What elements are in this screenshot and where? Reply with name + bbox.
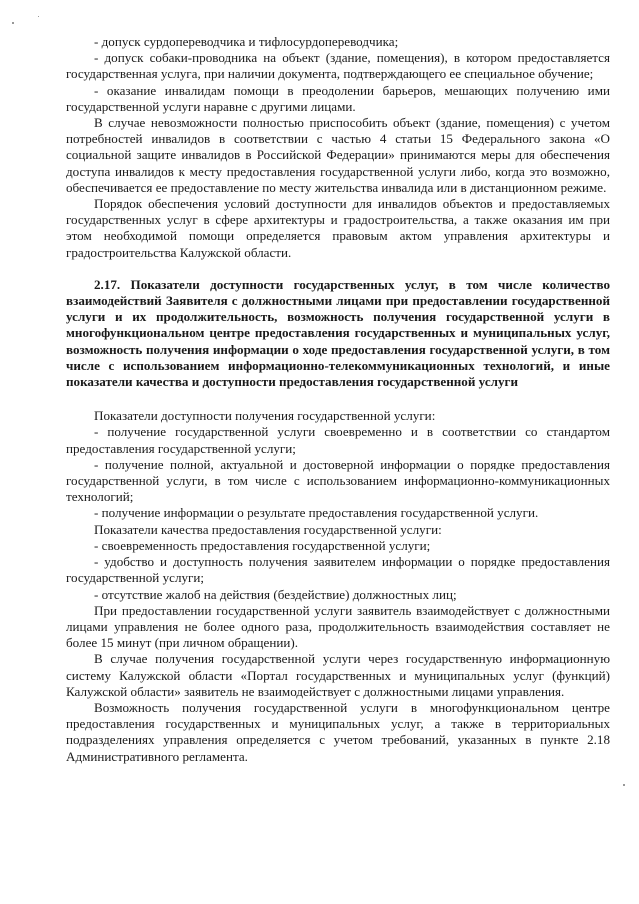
paragraph: Показатели доступности получения государственной услуги:: [94, 408, 436, 424]
paragraph: - своевременность предоставления государственной услуги;: [94, 537, 431, 553]
paragraph: - получение информации о результате предоставления государственной услуги.: [94, 505, 539, 521]
scan-speck: [38, 16, 39, 17]
paragraph: - допуск сурдопереводчика и тифлосурдопереводчика;: [94, 34, 399, 49]
document-page: [66, 34, 610, 765]
paragraph: Порядок обеспечения условий доступности для инвалидов объектов и предоставляемых государственных услуг в сфере архитектуры и градостроительства, а также оказания им при этом необходимой помощи определяется правовым актом управления архитектуры и градостроительства Калужской области.: [66, 196, 610, 260]
scan-speck: [12, 22, 14, 24]
paragraph: - допуск собаки-проводника на объект (здание, помещения), в котором предоставляется государственная услуга, при наличии документа, подтверждающего ее специальное обучение;: [66, 50, 610, 82]
section-heading: 2.17. Показатели доступности государственных услуг, в том числе количество взаимодействий Заявителя с должностными лицами при предоставлении государственной услуги и их продолжительность, возможность получения государственной услуги в многофункциональном центре предоставления государственных и муниципальных услуг, возможность получения информации о ходе предоставления государственной услуги, в том числе с использованием информационно-телекоммуникационных технологий, и иные показатели качества и доступности предоставления государственной услуги: [66, 276, 610, 390]
paragraph: В случае получения государственной услуги через государственную информационную систему Калужской области «Портал государственных и муниципальных услуг (функций) Калужской области» заявитель не взаимодействует с должностными лицами управления.: [66, 651, 610, 699]
paragraph: - отсутствие жалоб на действия (бездействие) должностных лиц;: [94, 586, 457, 602]
paragraph: Возможность получения государственной услуги в многофункциональном центре предоставления государственных и муниципальных услуг, а также в территориальных подразделениях управления определяется с учетом требований, указанных в пункте 2.18 Административного регламента.: [66, 699, 610, 764]
paragraph: - получение полной, актуальной и достоверной информации о порядке предоставления государственной услуги, в том числе с использованием информационно-коммуникационных технологий;: [66, 456, 610, 505]
paragraph: При предоставлении государственной услуги заявитель взаимодействует с должностными лицами управления не более одного раза, продолжительность взаимодействия составляет не более 15 минут (при личном обращении).: [66, 602, 610, 651]
paragraph: - оказание инвалидам помощи в преодолении барьеров, мешающих получению ими государственной услуги наравне с другими лицами.: [66, 82, 610, 114]
scan-speck: [623, 784, 625, 786]
paragraph: - получение государственной услуги своевременно и в соответствии со стандартом предоставления государственной услуги;: [66, 424, 610, 456]
paragraph: - удобство и доступность получения заявителем информации о порядке предоставления государственной услуги;: [66, 554, 610, 586]
paragraph: Показатели качества предоставления государственной услуги:: [94, 521, 442, 537]
paragraph: В случае невозможности полностью приспособить объект (здание, помещения) с учетом потребностей инвалидов в соответствии с частью 4 статьи 15 Федерального закона «О социальной защите инвалидов в Российской Федерации» принимаются меры для обеспечения доступа инвалидов к месту предоставления государственной услуги либо, когда это возможно, обеспечивается ее предоставление по месту жительства инвалида или в дистанционном режиме.: [66, 115, 610, 195]
